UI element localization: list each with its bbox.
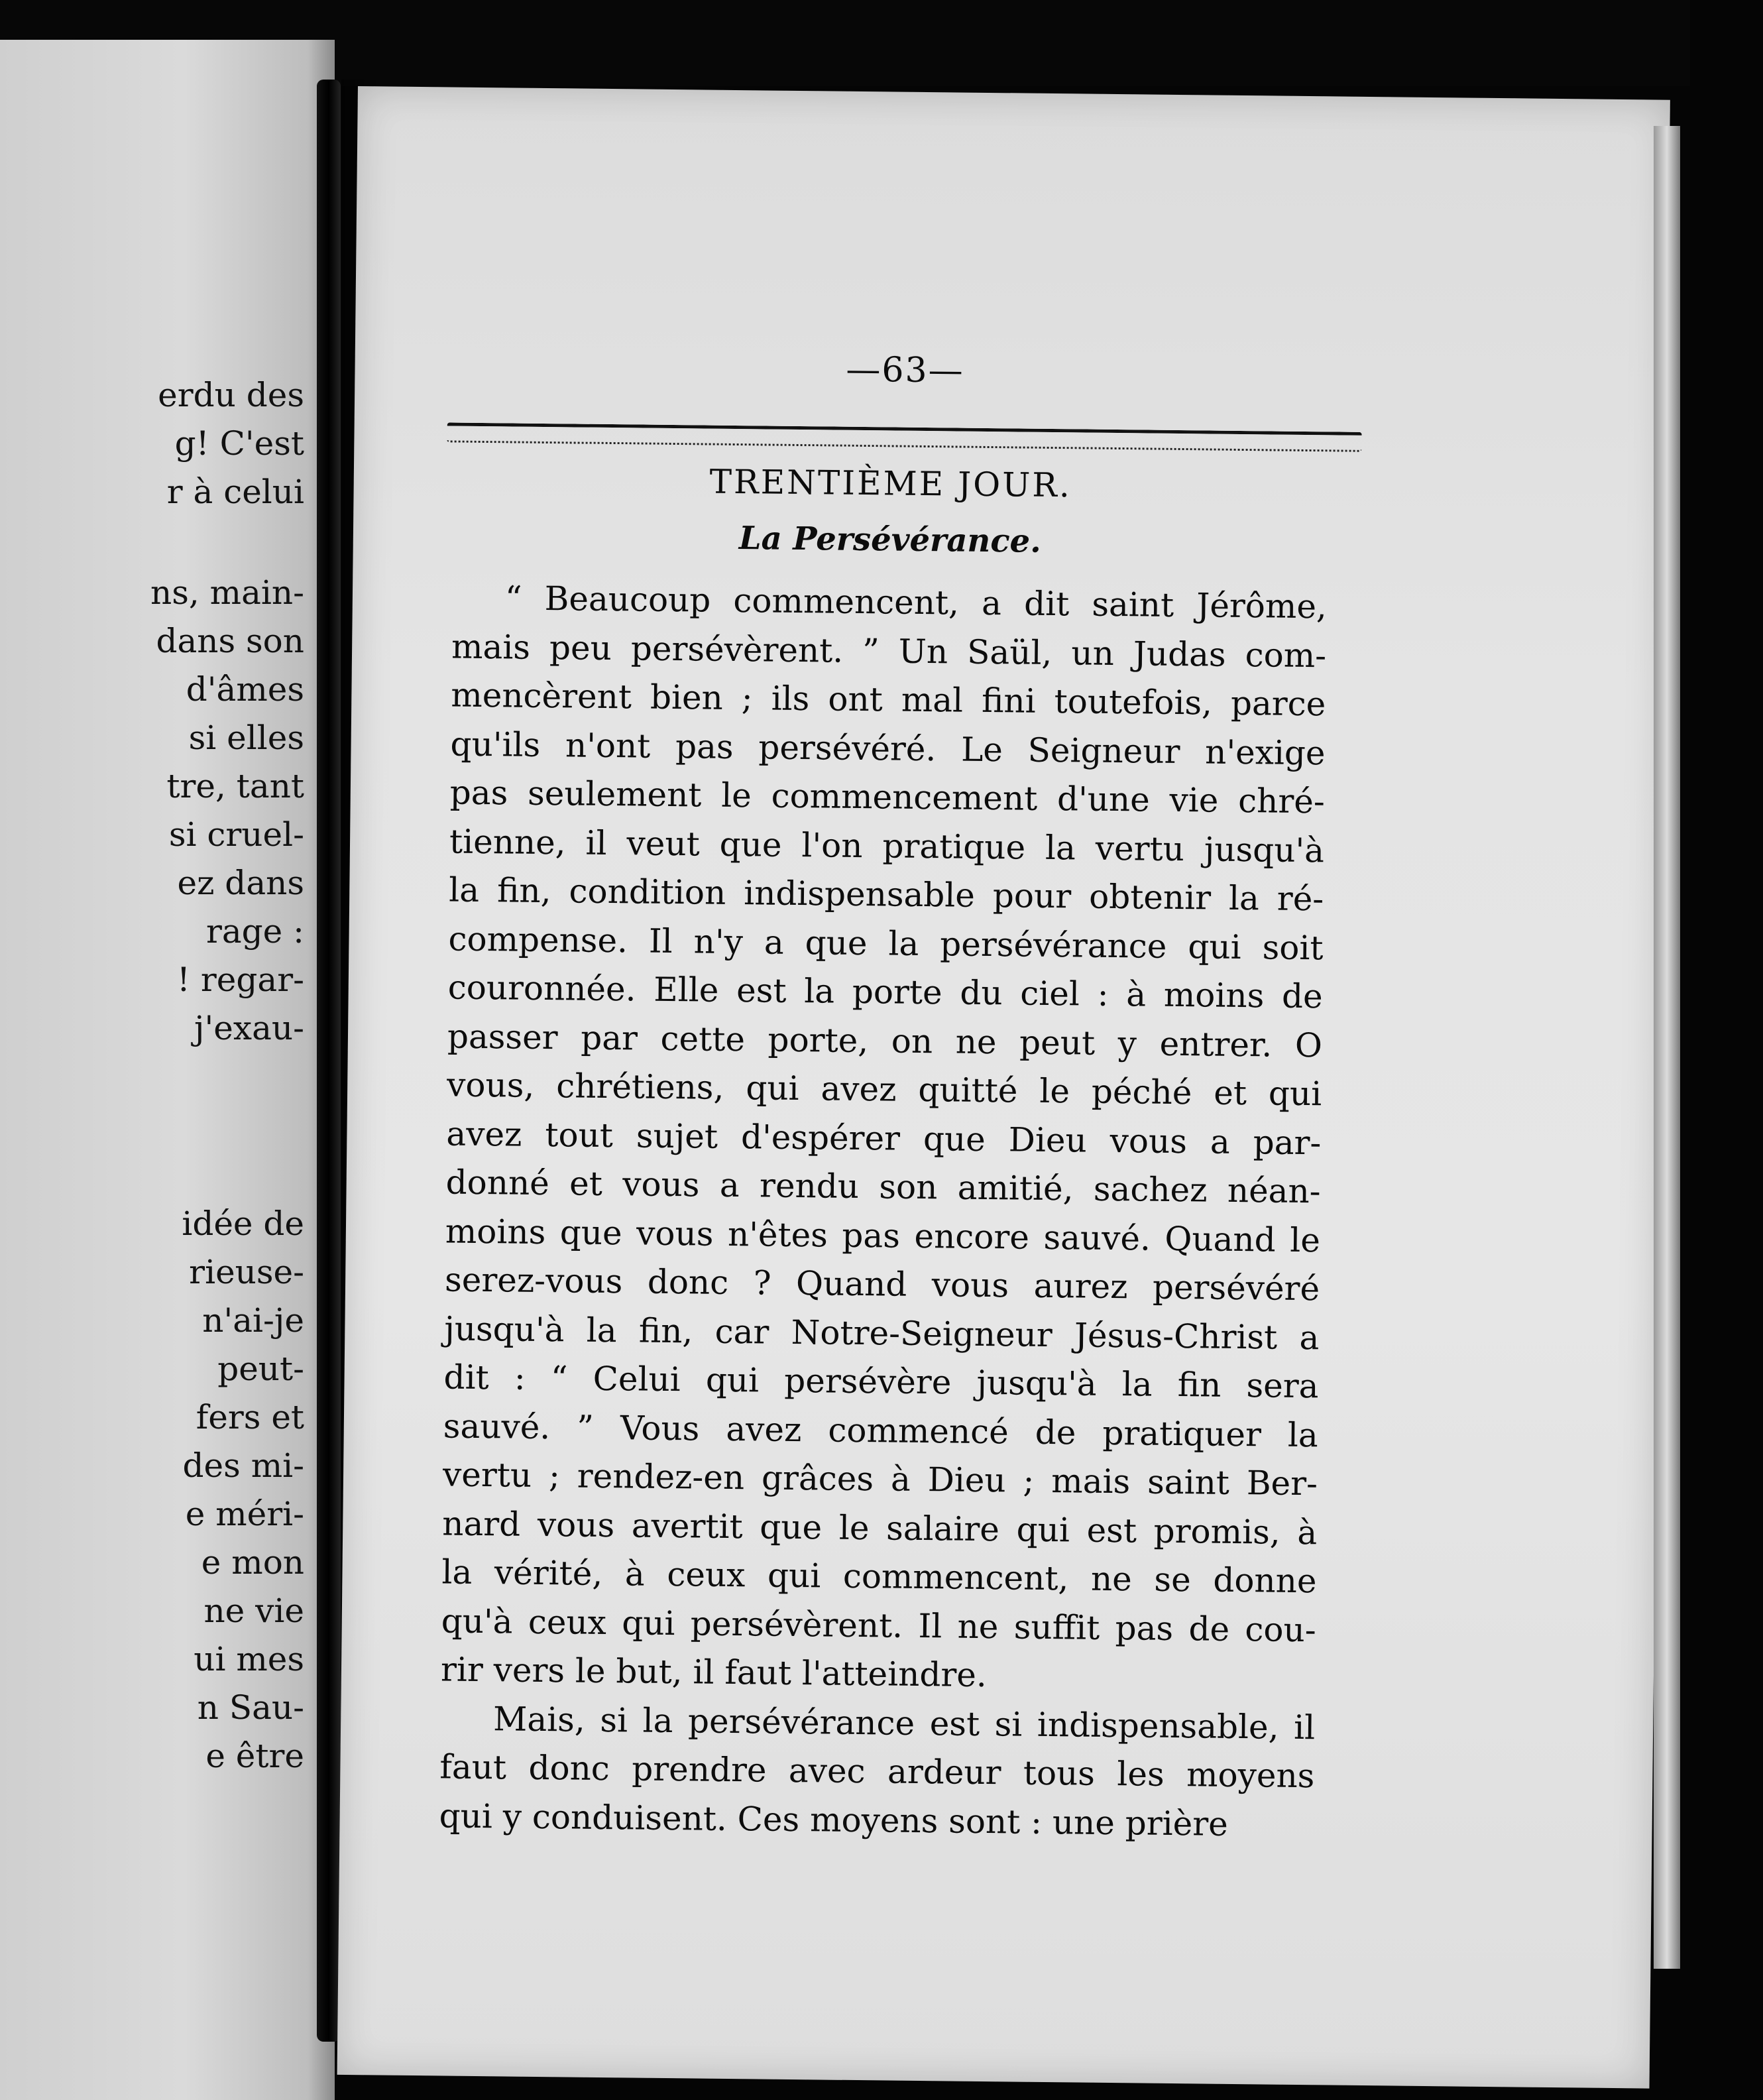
text-line: la vérité, à ceux qui commencent, ne se donne (441, 1552, 1317, 1601)
left-page-line: e méri- (185, 1495, 304, 1533)
text-line: pas seulement le commencement d'une vie chré- (449, 773, 1326, 821)
chapter-subtitle: La Persévérance. (738, 520, 1042, 560)
left-page-line: tre, tant (166, 767, 304, 805)
left-page-line: ! regar- (176, 961, 304, 999)
text-line: la fin, condition indispensable pour obtenir la ré- (449, 870, 1324, 919)
paragraph-1 (441, 574, 1328, 1704)
left-page (0, 40, 335, 2100)
left-page-line: n'ai-je (202, 1301, 304, 1340)
left-page-text (13, 40, 304, 2100)
left-page-line: r à celui (166, 473, 304, 511)
left-page-line: d'âmes (186, 670, 304, 709)
left-page-line: si cruel- (168, 815, 304, 854)
text-line: jusqu'à la fin, car Notre-Seigneur Jésus-Christ a (444, 1309, 1320, 1357)
text-line: mencèrent bien ; ils ont mal fini toutefois, parce (451, 675, 1326, 724)
left-page-line: ui mes (194, 1640, 304, 1678)
text-line: passer par cette porte, on ne peut y entrer. O (447, 1016, 1323, 1065)
text-line: mais peu persévèrent. ” Un Saül, un Judas com- (451, 627, 1327, 675)
text-line: sauvé. ” Vous avez commencé de pratiquer la (443, 1406, 1319, 1454)
text-line: nard vous avertit que le salaire qui est promis, à (442, 1503, 1318, 1552)
left-page-line: rage : (205, 912, 304, 951)
page-content (439, 346, 1330, 1850)
left-page-line: ne vie (203, 1592, 304, 1630)
page-number: —63— (846, 349, 964, 391)
text-line: qu'à ceux qui persévèrent. Il ne suffit pas de cou- (441, 1601, 1316, 1649)
text-line: vous, chrétiens, qui avez quitté le péché et qui (446, 1065, 1322, 1114)
text-line: vertu ; rendez-en grâces à Dieu ; mais saint Ber- (442, 1455, 1318, 1503)
left-page-line: ns, main- (150, 573, 304, 612)
text-line: rir vers le but, il faut l'atteindre. (440, 1650, 988, 1695)
left-page-line: des mi- (182, 1446, 304, 1485)
left-page-line: g! C'est (174, 424, 304, 463)
left-page-line: erdu des (158, 376, 304, 414)
left-page-line: si elles (188, 719, 304, 757)
book-gutter (317, 80, 341, 2042)
right-page (337, 86, 1670, 2089)
text-line: dit : “ Celui qui persévère jusqu'à la fin sera (443, 1358, 1319, 1406)
ornamental-rule (447, 422, 1361, 451)
text-line: serez-vous donc ? Quand vous aurez persévéré (444, 1260, 1320, 1309)
page-edge (1654, 126, 1680, 1969)
text-line: donné et vous a rendu son amitié, sachez néan- (445, 1163, 1321, 1211)
text-line: qui y conduisent. Ces moyens sont : une prière (439, 1796, 1229, 1843)
paragraph-2 (439, 1694, 1315, 1849)
text-line: “ Beaucoup commencent, a dit saint Jérôme, (504, 579, 1328, 626)
text-line: faut donc prendre avec ardeur tous les moyens (439, 1747, 1315, 1796)
text-line: qu'ils n'ont pas persévéré. Le Seigneur n'exige (450, 725, 1326, 772)
text-line: tienne, il veut que l'on pratique la vertu jusqu'à (449, 822, 1325, 870)
left-page-line: idée de (182, 1204, 304, 1243)
left-page-line: e mon (201, 1543, 304, 1582)
left-page-line: peut- (217, 1350, 304, 1388)
text-line: moins que vous n'êtes pas encore sauvé. Quand le (445, 1211, 1321, 1259)
scan-right-border (1690, 0, 1763, 2100)
text-line: compense. Il n'y a que la persévérance qui soit (448, 919, 1324, 967)
chapter-title: TRENTIÈME JOUR. (709, 462, 1072, 505)
text-line: couronnée. Elle est la porte du ciel : à moins de (447, 968, 1324, 1016)
left-page-line: rieuse- (189, 1253, 304, 1291)
text-line: Mais, si la persévérance est si indispensable, il (492, 1699, 1316, 1747)
left-page-line: dans son (156, 622, 304, 660)
left-page-line: n Sau- (197, 1688, 304, 1727)
left-page-line: j'exau- (194, 1009, 304, 1047)
left-page-line: ez dans (177, 864, 304, 902)
left-page-line: e être (205, 1737, 304, 1775)
left-page-line: fers et (196, 1398, 304, 1436)
text-line: avez tout sujet d'espérer que Dieu vous a par- (446, 1114, 1322, 1162)
